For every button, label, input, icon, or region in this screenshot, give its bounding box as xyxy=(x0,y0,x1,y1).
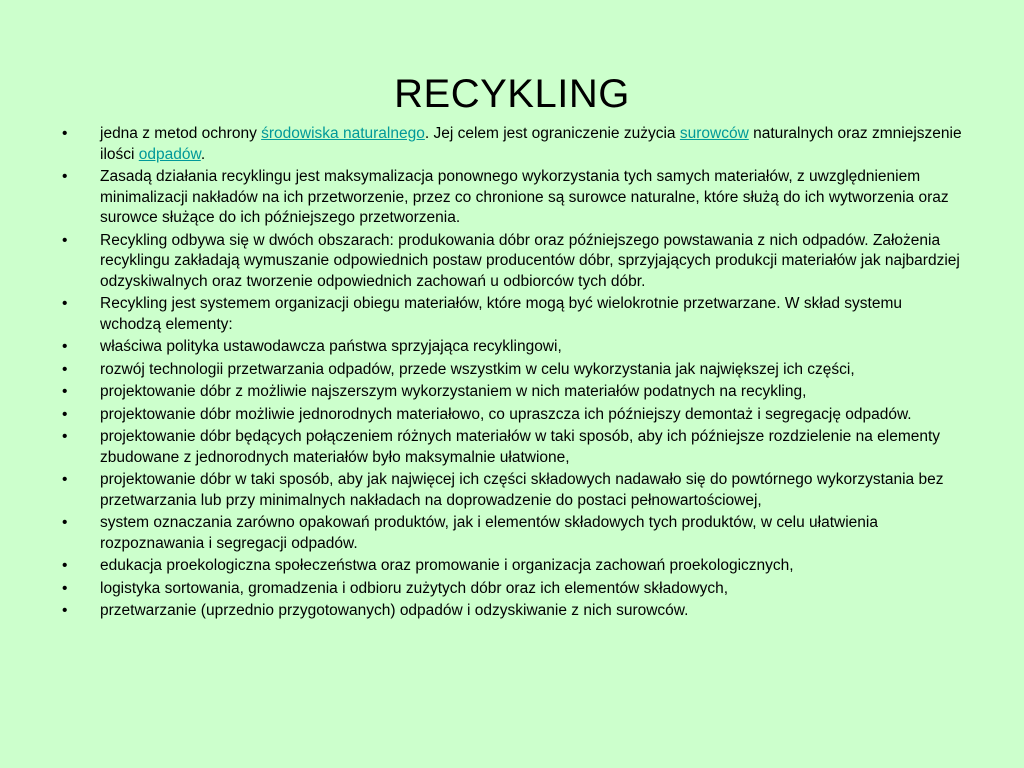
list-item xyxy=(62,360,967,381)
bullet-icon: • xyxy=(62,338,68,355)
item-text: . xyxy=(200,145,206,163)
item-text: edukacja proekologiczna społeczeństwa oraz promowanie i organizacja zachowań proekologicznych, xyxy=(100,557,794,574)
list-item xyxy=(62,470,967,511)
list-item xyxy=(62,513,967,554)
list-item xyxy=(62,294,967,335)
list-item xyxy=(62,556,967,577)
list-item xyxy=(62,427,967,468)
list-item xyxy=(62,405,967,426)
bullet-icon: • xyxy=(62,514,68,531)
item-text: jedna z metod ochrony xyxy=(100,125,262,142)
bullet-list xyxy=(62,124,967,624)
item-text: rozwój technologii przetwarzania odpadów, przede wszystkim w celu wykorzystania jak największej ich części, xyxy=(100,360,855,378)
list-item xyxy=(62,167,967,229)
bullet-icon: • xyxy=(62,168,68,185)
bullet-icon: • xyxy=(62,471,68,488)
bullet-icon: • xyxy=(62,125,68,142)
list-item xyxy=(62,382,967,403)
list-item xyxy=(62,579,967,600)
list-item xyxy=(62,601,967,622)
item-text: projektowanie dóbr będących połączeniem różnych materiałów w taki sposób, aby ich późniejsze rozdzielenie na elementy zbudowane z jednorodnych materiałów było maksymalnie ułatwione, xyxy=(100,428,941,466)
bullet-icon: • xyxy=(62,360,68,378)
item-text: przetwarzanie (uprzednio przygotowanych) odpadów i odzyskiwanie z nich surowców. xyxy=(100,602,689,619)
page-title: RECYKLING xyxy=(394,72,630,116)
bullet-icon: • xyxy=(62,557,68,574)
item-text: naturalnych oraz zmniejszenie ilości xyxy=(100,125,962,163)
hyperlink[interactable]: surowców xyxy=(679,125,749,142)
hyperlink[interactable]: środowiska naturalnego xyxy=(261,125,425,142)
item-text: właściwa polityka ustawodawcza państwa sprzyjająca recyklingowi, xyxy=(100,338,562,355)
item-text: Zasadą działania recyklingu jest maksymalizacja ponownego wykorzystania tych samych materiałów, z uwzględnieniem minimalizacji nakładów na ich przetworzenie, przez co chronione są surowce naturalne, które służą do ich wytworzenia oraz surowce służące do ich późniejszego przetworzenia. xyxy=(100,168,949,226)
list-item xyxy=(62,124,967,165)
bullet-icon: • xyxy=(62,602,68,619)
item-text: Recykling odbywa się w dwóch obszarach: produkowania dóbr oraz późniejszego powstawania z nich odpadów. Założenia recyklingu zakładają wymuszanie odpowiednich postaw producentów dóbr, sprzyjających produkcji materiałów jak najbardziej odzyskiwalnych oraz tworzenie odpowiednich zachowań u odbiorców tych dóbr. xyxy=(100,231,960,290)
list-item xyxy=(62,231,967,293)
list-item xyxy=(62,337,967,358)
item-text: projektowanie dóbr w taki sposób, aby jak najwięcej ich części składowych nadawało się do powtórnego wykorzystania bez przetwarzania lub przy minimalnych nakładach na doprowadzenie do postaci pełnowartościowej, xyxy=(100,471,944,509)
item-text: logistyka sortowania, gromadzenia i odbioru zużytych dóbr oraz ich elementów składowych, xyxy=(100,579,729,597)
item-text: Recykling jest systemem organizacji obiegu materiałów, które mogą być wielokrotnie przetwarzane. W skład systemu wchodzą elementy: xyxy=(100,295,903,333)
bullet-icon: • xyxy=(62,231,68,249)
hyperlink[interactable]: odpadów xyxy=(138,145,201,163)
item-text: system oznaczania zarówno opakowań produktów, jak i elementów składowych tych produktów, w celu ułatwienia rozpoznawania i segregacji odpadów. xyxy=(100,514,878,552)
item-text: projektowanie dóbr możliwie jednorodnych materiałowo, co upraszcza ich późniejszy demontaż i segregację odpadów. xyxy=(100,405,912,423)
bullet-icon: • xyxy=(62,579,68,597)
bullet-icon: • xyxy=(62,383,68,400)
bullet-icon: • xyxy=(62,428,68,445)
bullet-icon: • xyxy=(62,405,68,423)
item-text: . Jej celem jest ograniczenie zużycia xyxy=(424,125,680,142)
item-text: projektowanie dóbr z możliwie najszerszym wykorzystaniem w nich materiałów podatnych na recykling, xyxy=(100,383,807,400)
bullet-icon: • xyxy=(62,295,68,312)
